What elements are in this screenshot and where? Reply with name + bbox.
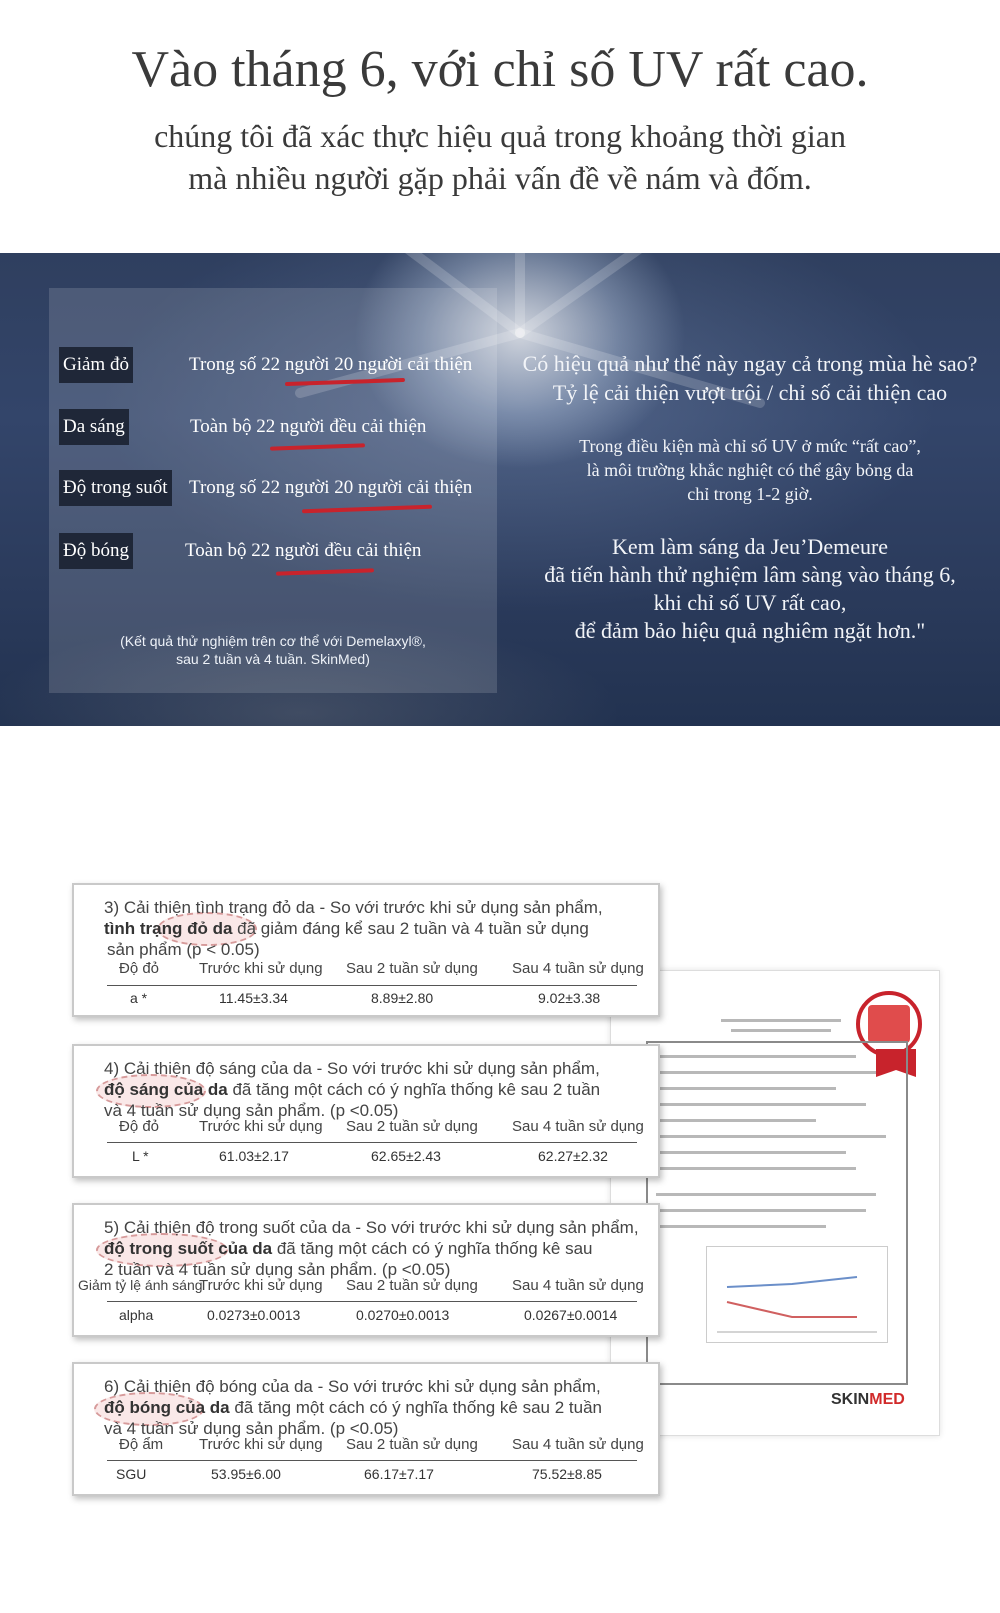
table-cell: 75.52±8.85 [532, 1466, 602, 1482]
table-cell: 66.17±7.17 [364, 1466, 434, 1482]
right-conclusion-2: đã tiến hành thử nghiệm lâm sàng vào tháng 6, [544, 562, 956, 587]
result-transparency: Trong số 22 người 20 người cải thiện [189, 477, 473, 498]
badge-brightness: Da sáng [59, 409, 129, 445]
result-brightness: Toàn bộ 22 người đều cải thiện [190, 416, 427, 437]
badge-transparency: Độ trong suốt [59, 470, 172, 506]
table-cell: 0.0270±0.0013 [356, 1307, 450, 1323]
table-header: Trước khi sử dụng [199, 960, 323, 977]
table-header: Sau 4 tuần sử dụng [512, 1118, 644, 1135]
table-cell: alpha [119, 1307, 154, 1323]
table-cell: 8.89±2.80 [371, 990, 434, 1006]
caption-line-3: và 4 tuần sử dụng sản phẩm. (p <0.05) [104, 1101, 399, 1120]
table-header: Trước khi sử dụng [199, 1436, 323, 1453]
table-header: Trước khi sử dụng [199, 1118, 323, 1135]
table-header: Độ ẩm [119, 1436, 164, 1453]
table-cell: 61.03±2.17 [219, 1148, 289, 1164]
table-cell: 62.27±2.32 [538, 1148, 608, 1164]
caption-line-1: 3) Cải thiện tình trạng đỏ da - So với trước khi sử dụng sản phẩm, [104, 898, 603, 917]
table-cell: 62.65±2.43 [371, 1148, 441, 1164]
table-header: Trước khi sử dụng [199, 1277, 323, 1294]
right-paragraph-2: là môi trường khắc nghiệt có thể gây bỏng da [586, 460, 914, 480]
table-cell: 9.02±3.38 [538, 990, 601, 1006]
caption-line-1: 5) Cải thiện độ trong suốt của da - So với trước khi sử dụng sản phẩm, [104, 1218, 639, 1237]
table-header: Sau 4 tuần sử dụng [512, 1277, 644, 1294]
right-paragraph-1: Trong điều kiện mà chỉ số UV ở mức “rất cao”, [579, 436, 921, 456]
table-card-redness [72, 883, 660, 1017]
caption-line-3: và 4 tuần sử dụng sản phẩm. (p <0.05) [104, 1419, 399, 1438]
right-conclusion-4: để đảm bảo hiệu quả nghiêm ngặt hơn." [574, 618, 926, 643]
table-header: Giảm tỷ lệ ánh sáng [78, 1277, 203, 1293]
table-cell: SGU [116, 1466, 147, 1482]
right-question-2: Tỷ lệ cải thiện vượt trội / chỉ số cải thiện cao [552, 380, 948, 405]
table-header: Sau 2 tuần sử dụng [346, 1118, 478, 1135]
caption-line-1: 6) Cải thiện độ bóng của da - So với trước khi sử dụng sản phẩm, [104, 1377, 601, 1396]
panel-note-line-2: sau 2 tuần và 4 tuần. SkinMed) [176, 651, 370, 667]
table-header: Sau 2 tuần sử dụng [346, 960, 478, 977]
table-cell: 11.45±3.34 [219, 990, 288, 1006]
uv-banner [0, 253, 1000, 726]
right-question-1: Có hiệu quả như thế này ngay cả trong mùa hè sao? [522, 351, 978, 376]
caption-line-3: sản phẩm (p < 0.05) [107, 940, 260, 959]
badge-glossiness: Độ bóng [59, 533, 133, 569]
table-card-transparency [72, 1203, 660, 1337]
panel-note-line-1: (Kết quả thử nghiệm trên cơ thể với Demelaxyl®, [120, 633, 426, 649]
page-header [0, 0, 1000, 250]
table-cell: 0.0273±0.0013 [207, 1307, 301, 1323]
table-header: Độ đỏ [119, 1118, 160, 1135]
table-header: Sau 4 tuần sử dụng [512, 1436, 644, 1453]
page-subtitle-line-1: chúng tôi đã xác thực hiệu quả trong khoảng thời gian [154, 118, 846, 154]
report-chart-thumbnail [706, 1246, 888, 1343]
caption-line-1: 4) Cải thiện độ sáng của da - So với trước khi sử dụng sản phẩm, [104, 1059, 600, 1078]
table-card-brightness [72, 1044, 660, 1178]
table-cell: 53.95±6.00 [211, 1466, 281, 1482]
caption-line-3: 2 tuần và 4 tuần sử dụng sản phẩm. (p <0.05) [104, 1260, 451, 1279]
caption-line-2: độ trong suốt của da đã tăng một cách có ý nghĩa thống kê sau [104, 1239, 593, 1258]
table-cell: a * [130, 990, 148, 1006]
right-conclusion-3: khi chỉ số UV rất cao, [653, 590, 847, 615]
skinmed-logo: SKINMED [831, 1391, 905, 1408]
badge-redness: Giảm đỏ [59, 347, 133, 383]
caption-line-2: độ bóng của da đã tăng một cách có ý nghĩa thống kê sau 2 tuần [104, 1398, 602, 1417]
caption-line-2: tình trạng đỏ da đã giảm đáng kể sau 2 tuần và 4 tuần sử dụng [104, 919, 589, 938]
right-conclusion-1: Kem làm sáng da Jeu’Demeure [611, 534, 889, 559]
table-header: Sau 2 tuần sử dụng [346, 1436, 478, 1453]
table-header: Sau 4 tuần sử dụng [512, 960, 644, 977]
page-title: Vào tháng 6, với chỉ số UV rất cao. [131, 41, 869, 98]
table-card-glossiness [72, 1362, 660, 1496]
page-subtitle-line-2: mà nhiều người gặp phải vấn đề về nám và đốm. [188, 160, 812, 196]
table-cell: L * [132, 1148, 149, 1164]
table-header: Sau 2 tuần sử dụng [346, 1277, 478, 1294]
result-glossiness: Toàn bộ 22 người đều cải thiện [185, 540, 422, 561]
table-cell: 0.0267±0.0014 [524, 1307, 618, 1323]
caption-line-2: độ sáng của da đã tăng một cách có ý nghĩa thống kê sau 2 tuần [104, 1080, 601, 1099]
right-paragraph-3: chỉ trong 1-2 giờ. [687, 484, 813, 504]
result-redness: Trong số 22 người 20 người cải thiện [189, 354, 473, 375]
table-header: Độ đỏ [119, 960, 160, 977]
